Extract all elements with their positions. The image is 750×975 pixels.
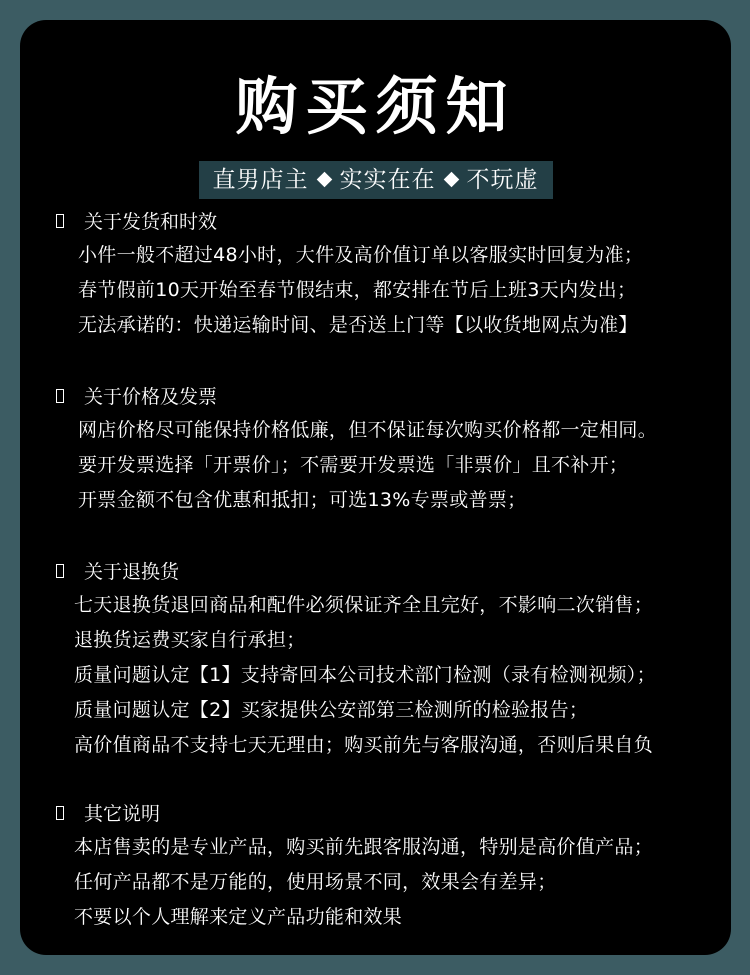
subtitle-part-1: 直男店主 <box>212 167 309 193</box>
section-header <box>20 556 731 588</box>
subtitle-part-2: 实实在在 <box>339 167 436 193</box>
list-item: 无法承诺的：快递运输时间、是否送上门等【以收货地网点为准】 <box>78 314 638 336</box>
diamond-icon <box>316 171 332 187</box>
section-returns <box>20 556 731 763</box>
checkbox-icon <box>56 214 64 228</box>
section-header <box>20 381 731 413</box>
section-shipping <box>20 206 731 343</box>
page-title: 购买须知 <box>235 70 516 143</box>
section-title: 关于发货和时效 <box>84 211 218 233</box>
list-item: 小件一般不超过48小时，大件及高价值订单以客服实时回复为准； <box>78 244 644 266</box>
list-item: 质量问题认定【2】买家提供公安部第三检测所的检验报告； <box>74 699 589 721</box>
list-item: 不要以个人理解来定义产品功能和效果 <box>74 906 403 928</box>
diamond-icon <box>443 171 459 187</box>
subtitle-banner <box>20 161 731 199</box>
section-header <box>20 206 731 238</box>
subtitle-box <box>199 161 553 199</box>
list-item: 任何产品都不是万能的，使用场景不同，效果会有差异； <box>74 871 557 893</box>
section-other <box>20 798 731 935</box>
section-header <box>20 798 731 830</box>
list-item: 本店售卖的是专业产品，购买前先跟客服沟通，特别是高价值产品； <box>74 836 654 858</box>
list-item: 要开发票选择「开票价」；不需要开发票选「非票价」且不补开； <box>78 454 629 476</box>
section-pricing <box>20 381 731 518</box>
list-item: 七天退换货退回商品和配件必须保证齐全且完好，不影响二次销售； <box>74 594 654 616</box>
list-item: 春节假前10天开始至春节假结束，都安排在节后上班3天内发出； <box>78 279 637 301</box>
section-title: 关于价格及发票 <box>84 386 218 408</box>
list-item: 质量问题认定【1】支持寄回本公司技术部门检测（录有检测视频）； <box>74 664 656 686</box>
list-item: 网店价格尽可能保持价格低廉，但不保证每次购买价格都一定相同。 <box>78 419 658 441</box>
list-item: 开票金额不包含优惠和抵扣；可选13%专票或普票； <box>78 489 527 511</box>
notice-card <box>20 20 731 955</box>
section-title: 其它说明 <box>84 803 161 825</box>
section-title: 关于退换货 <box>84 561 180 583</box>
subtitle-part-3: 不玩虚 <box>466 167 539 193</box>
checkbox-icon <box>56 806 64 820</box>
checkbox-icon <box>56 389 64 403</box>
list-item: 退换货运费买家自行承担； <box>74 629 306 651</box>
checkbox-icon <box>56 564 64 578</box>
list-item: 高价值商品不支持七天无理由；购买前先与客服沟通，否则后果自负 <box>74 734 654 756</box>
